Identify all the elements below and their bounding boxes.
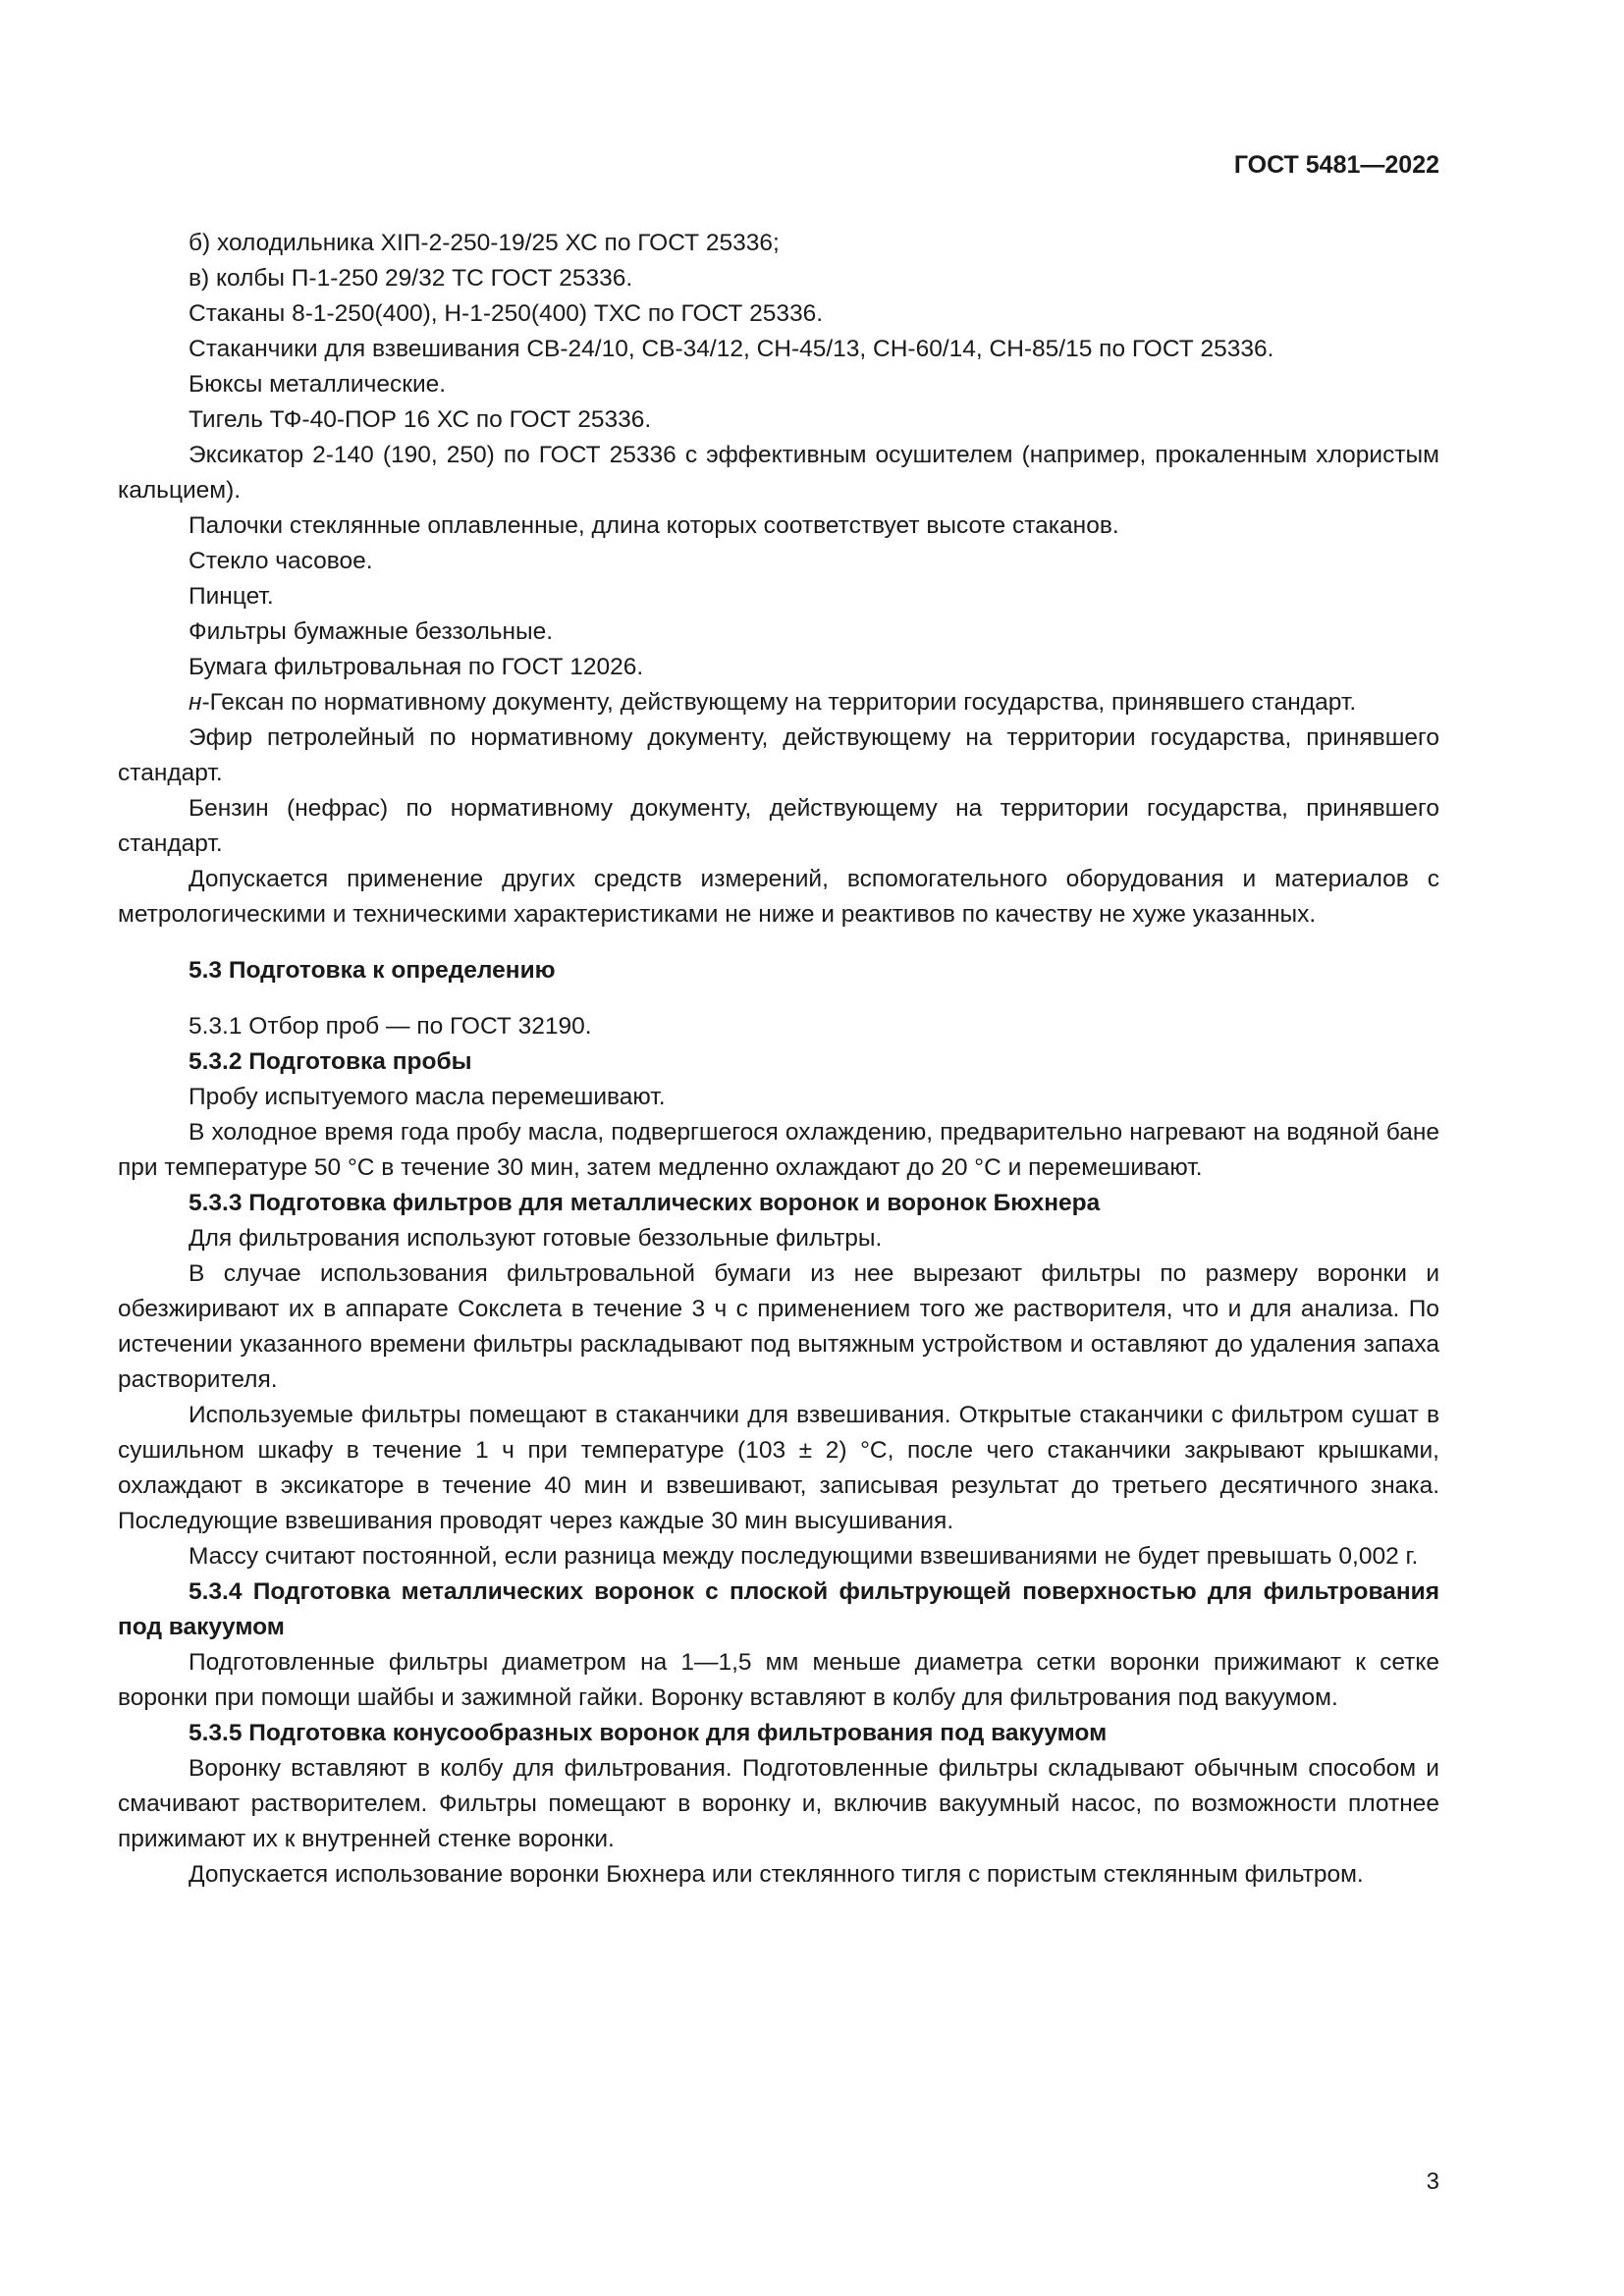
paragraph: Фильтры бумажные беззольные. bbox=[189, 618, 554, 645]
paragraph-hexane bbox=[118, 685, 1439, 721]
paragraph: Палочки стеклянные оплавленные, длина которых соответствует высоте стаканов. bbox=[189, 512, 1119, 539]
paragraph: Воронку вставляют в колбу для фильтрования. Подготовленные фильтры складывают обычным способом и смачивают растворителем. Фильтры помещают в воронку и, включив вакуумный насос, по возможности плотнее прижимают их к внутренней стенке воронки. bbox=[118, 1755, 1439, 1852]
subsection-heading-5-3-5: 5.3.5 Подготовка конусообразных воронок для фильтрования под вакуумом bbox=[189, 1720, 1108, 1746]
paragraph: Бензин (нефрас) по нормативному документу, действующему на территории государства, принявшего стандарт. bbox=[118, 795, 1439, 857]
paragraph: Используемые фильтры помещают в стаканчики для взвешивания. Открытые стаканчики с фильтром сушат в сушильном шкафу в течение 1 ч при температуре (103 ± 2) °С, после чего стаканчики закрывают крышками, охлаждают в эксикаторе в течение 40 мин и взвешивают, записывая результат до третьего десятичного знака. Последующие взвешивания проводят через каждые 30 мин высушивания. bbox=[118, 1402, 1439, 1534]
paragraph: Бумага фильтровальная по ГОСТ 12026. bbox=[189, 654, 644, 680]
page-number: 3 bbox=[1426, 2168, 1439, 2195]
subsection-heading-5-3-3: 5.3.3 Подготовка фильтров для металлических воронок и воронок Бюхнера bbox=[189, 1190, 1101, 1216]
subsection-5-3-1: 5.3.1 Отбор проб — по ГОСТ 32190. bbox=[189, 1013, 592, 1040]
paragraph: Подготовленные фильтры диаметром на 1—1,5 мм меньше диаметра сетки воронки прижимают к сетке воронки при помощи шайбы и зажимной гайки. Воронку вставляют в колбу для фильтрования под вакуумом. bbox=[118, 1649, 1439, 1711]
paragraph: Массу считают постоянной, если разница между последующими взвешиваниями не будет превышать 0,002 г. bbox=[189, 1543, 1419, 1570]
paragraph: В случае использования фильтровальной бумаги из нее вырезают фильтры по размеру воронки и обезжиривают их в аппарате Сокслета в течение 3 ч с применением того же растворителя, что и для анализа. По истечении указанного времени фильтры раскладывают под вытяжным устройством и оставляют до удаления запаха растворителя. bbox=[118, 1260, 1439, 1393]
paragraph: Стаканы 8-1-250(400), Н-1-250(400) ТХС по ГОСТ 25336. bbox=[189, 300, 824, 327]
document-header: ГОСТ 5481—2022 bbox=[1233, 151, 1439, 179]
paragraph: Эфир петролейный по нормативному документу, действующему на территории государства, принявшего стандарт. bbox=[118, 724, 1439, 786]
subsection-heading-5-3-4: 5.3.4 Подготовка металлических воронок с плоской фильтрующей поверхностью для фильтрования под вакуумом bbox=[118, 1578, 1439, 1640]
paragraph: Стекло часовое. bbox=[189, 548, 373, 574]
paragraph: В холодное время года пробу масла, подвергшегося охлаждению, предварительно нагревают на водяной бане при температуре 50 °С в течение 30 мин, затем медленно охлаждают до 20 °С и перемешивают. bbox=[118, 1119, 1439, 1181]
paragraph: Тигель ТФ-40-ПОР 16 ХС по ГОСТ 25336. bbox=[189, 406, 652, 433]
paragraph: Эксикатор 2-140 (190, 250) по ГОСТ 25336 с эффективным осушителем (например, прокаленным хлористым кальцием). bbox=[118, 442, 1439, 504]
paragraph: Для фильтрования используют готовые беззольные фильтры. bbox=[189, 1225, 883, 1252]
paragraph: Допускается применение других средств измерений, вспомогательного оборудования и материалов с метрологическими и техническими характеристиками не ниже и реактивов по качеству не хуже указанных. bbox=[118, 866, 1439, 928]
paragraph: б) холодильника ХІП-2-250-19/25 ХС по ГОСТ 25336; bbox=[189, 230, 780, 256]
paragraph: Пинцет. bbox=[189, 583, 274, 610]
paragraph: Бюксы металлические. bbox=[189, 371, 447, 398]
hexane-prefix: н bbox=[189, 689, 202, 716]
paragraph: Стаканчики для взвешивания СВ-24/10, СВ-34/12, СН-45/13, СН-60/14, СН-85/15 по ГОСТ 25336. bbox=[189, 336, 1274, 362]
paragraph: в) колбы П-1-250 29/32 ТС ГОСТ 25336. bbox=[189, 265, 633, 292]
paragraph: Допускается использование воронки Бюхнера или стеклянного тигля с пористым стеклянным фильтром. bbox=[189, 1861, 1364, 1888]
section-heading-5-3: 5.3 Подготовка к определению bbox=[189, 957, 556, 984]
paragraph: Пробу испытуемого масла перемешивают. bbox=[189, 1084, 666, 1110]
document-body bbox=[118, 226, 1439, 1893]
hexane-text: -Гексан по нормативному документу, действующему на территории государства, принявшего стандарт. bbox=[201, 689, 1357, 716]
subsection-heading-5-3-2: 5.3.2 Подготовка пробы bbox=[189, 1048, 472, 1075]
